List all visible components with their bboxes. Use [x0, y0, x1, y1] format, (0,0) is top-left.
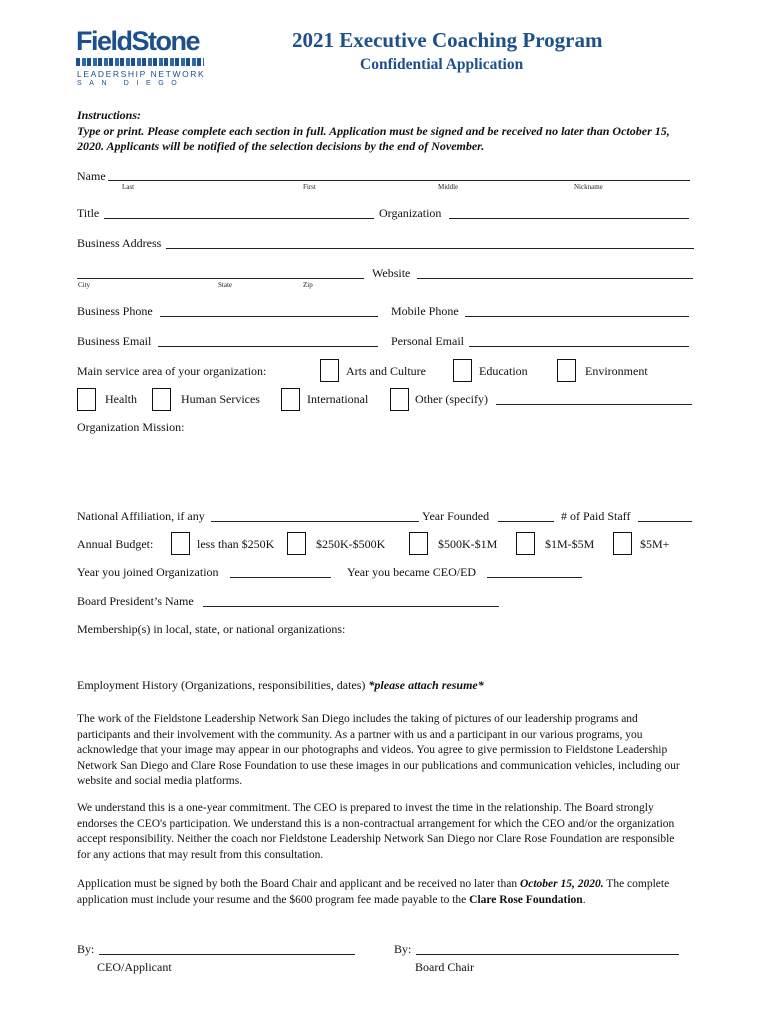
title-label: Title	[77, 206, 100, 220]
business-phone-field[interactable]	[160, 316, 378, 317]
service-area-label: Main service area of your organization:	[77, 364, 267, 378]
logo-wordmark: FieldStone	[76, 26, 200, 56]
year-ceo-field[interactable]	[487, 577, 582, 578]
instructions	[77, 108, 697, 155]
budget-500k-1m-label: $500K-$1M	[438, 537, 498, 551]
arts-checkbox[interactable]	[320, 359, 339, 382]
website-field[interactable]	[417, 278, 693, 279]
personal-email-field[interactable]	[469, 346, 689, 347]
name-middle-hint: Middle	[438, 183, 459, 191]
name-nickname-hint: Nickname	[574, 183, 603, 191]
name-label: Name	[77, 169, 106, 183]
commitment-paragraph: We understand this is a one-year commitment. The CEO is prepared to invest the time in the relationship. The Board strongly endorses the CEO's participation. We understand this is a non-contractual arrangement for which the CEO and/or the organization accept responsibility. Neither the coach nor Fieldstone Leadership Network San Diego nor Clare Rose Foundation are responsible for any actions that may result from this consultation.	[77, 802, 675, 861]
human-services-label: Human Services	[181, 392, 260, 406]
year-joined-label: Year you joined Organization	[77, 565, 219, 579]
other-specify-field[interactable]	[496, 404, 692, 405]
board-chair-signature-field[interactable]	[416, 954, 679, 955]
international-checkbox[interactable]	[281, 388, 300, 411]
signature-by-applicant: By:	[77, 942, 95, 956]
health-checkbox[interactable]	[77, 388, 96, 411]
health-label: Health	[105, 392, 137, 406]
employment-label	[77, 678, 484, 693]
mobile-phone-label: Mobile Phone	[391, 304, 459, 318]
organization-field[interactable]	[449, 218, 689, 219]
environment-label: Environment	[585, 364, 648, 378]
business-address-label: Business Address	[77, 236, 162, 250]
year-founded-field[interactable]	[498, 521, 554, 522]
year-founded-label: Year Founded	[422, 509, 490, 523]
paid-staff-label: # of Paid Staff	[561, 509, 631, 523]
budget-5m-plus-label: $5M+	[640, 537, 670, 551]
applicant-role-label: CEO/Applicant	[97, 960, 172, 974]
business-address-field[interactable]	[166, 248, 694, 249]
paid-staff-field[interactable]	[638, 521, 692, 522]
applicant-signature-field[interactable]	[99, 954, 355, 955]
business-email-label: Business Email	[77, 334, 152, 348]
budget-under-250k-checkbox[interactable]	[171, 532, 190, 555]
name-first-hint: First	[303, 183, 316, 191]
year-joined-field[interactable]	[230, 577, 331, 578]
name-field[interactable]	[108, 180, 690, 181]
page-subtitle: Confidential Application	[360, 56, 524, 73]
budget-250k-500k-label: $250K-$500K	[316, 537, 386, 551]
signature-by-board-chair: By:	[394, 942, 412, 956]
budget-under-250k-label: less than $250K	[197, 537, 275, 551]
affiliation-label: National Affiliation, if any	[77, 509, 205, 523]
fieldstone-logo	[76, 26, 204, 88]
submission-text-a: Application must be signed by both the Board Chair and applicant and be received no later than	[77, 878, 520, 890]
logo-stone-band	[76, 58, 204, 66]
deadline-date: October 15, 2020.	[519, 878, 604, 890]
education-checkbox[interactable]	[453, 359, 472, 382]
organization-label: Organization	[379, 206, 442, 220]
budget-1m-5m-label: $1M-$5M	[545, 537, 595, 551]
city-state-zip-field[interactable]	[77, 278, 364, 279]
board-chair-role-label: Board Chair	[415, 960, 474, 974]
mobile-phone-field[interactable]	[465, 316, 689, 317]
board-president-field[interactable]	[203, 606, 499, 607]
state-hint: State	[218, 281, 232, 289]
affiliation-field[interactable]	[211, 521, 419, 522]
arts-label: Arts and Culture	[346, 364, 426, 378]
human-services-checkbox[interactable]	[152, 388, 171, 411]
employment-note: *please attach resume*	[368, 678, 484, 692]
business-phone-label: Business Phone	[77, 304, 153, 318]
page-title: 2021 Executive Coaching Program	[292, 28, 603, 52]
environment-checkbox[interactable]	[557, 359, 576, 382]
budget-500k-1m-checkbox[interactable]	[409, 532, 428, 555]
education-label: Education	[479, 364, 528, 378]
instructions-heading: Instructions:	[77, 108, 142, 122]
payee-name: Clare Rose Foundation	[469, 893, 583, 906]
city-hint: City	[78, 281, 91, 289]
annual-budget-label: Annual Budget:	[77, 537, 154, 551]
submission-text-end: .	[582, 893, 586, 906]
submission-text-b: The complete application must include your resume and the $600 program fee made payable to the	[77, 878, 670, 906]
photo-consent-paragraph: The work of the Fieldstone Leadership Network San Diego includes the taking of pictures of our leadership programs and participants and their involvement with the community. As a partner with us and a participant in our various programs, you acknowledge that your image may appear in our photographs and videos. You agree to give permission to Fieldstone Leadership Network San Diego and Clare Rose Foundation to use these images in our publications and communication vehicles, including our website and social media platforms.	[77, 713, 680, 787]
submission-paragraph	[77, 877, 689, 908]
personal-email-label: Personal Email	[391, 334, 464, 348]
international-label: International	[307, 392, 369, 406]
instructions-body: Type or print. Please complete each section in full. Application must be signed and be received no later than October 15, 2020. Applicants will be notified of the selection decisions by the end of November.	[77, 123, 670, 153]
name-last-hint: Last	[122, 183, 135, 191]
zip-hint: Zip	[303, 281, 313, 289]
mission-label: Organization Mission:	[77, 420, 185, 434]
logo-line2: SAN DIEGO	[77, 80, 185, 87]
business-email-field[interactable]	[158, 346, 378, 347]
memberships-label: Membership(s) in local, state, or national organizations:	[77, 622, 346, 636]
budget-1m-5m-checkbox[interactable]	[516, 532, 535, 555]
board-president-label: Board President’s Name	[77, 594, 194, 608]
logo-line1: LEADERSHIP NETWORK	[77, 69, 206, 79]
website-label: Website	[372, 266, 411, 280]
budget-250k-500k-checkbox[interactable]	[287, 532, 306, 555]
title-field[interactable]	[104, 218, 374, 219]
year-ceo-label: Year you became CEO/ED	[347, 565, 477, 579]
budget-5m-plus-checkbox[interactable]	[613, 532, 632, 555]
employment-text: Employment History (Organizations, responsibilities, dates)	[77, 678, 366, 692]
other-label: Other (specify)	[415, 392, 488, 406]
other-checkbox[interactable]	[390, 388, 409, 411]
